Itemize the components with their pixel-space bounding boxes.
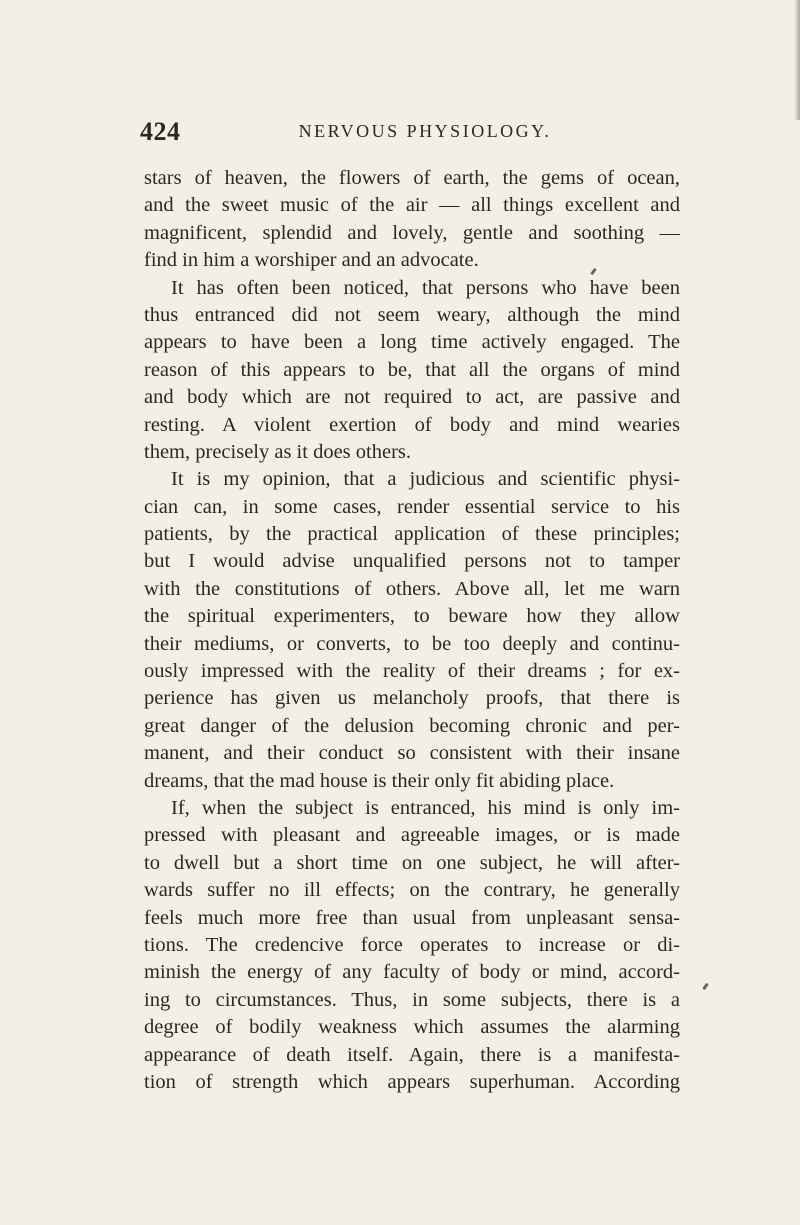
text-line: them, precisely as it does others. bbox=[144, 440, 412, 463]
text-line: manent, and their conduct so consistent with their insane bbox=[144, 742, 680, 765]
text-line: It is my opinion, that a judicious and scientific physi- bbox=[171, 468, 680, 491]
text-line: minish the energy of any faculty of body or mind, accord- bbox=[144, 961, 680, 984]
text-line: resting. A violent exertion of body and mind wearies bbox=[144, 413, 680, 436]
text-line: degree of bodily weakness which assumes the alarming bbox=[144, 1016, 680, 1039]
text-line: patients, by the practical application of these principles; bbox=[144, 523, 680, 546]
text-line: but I would advise unqualified persons not to tamper bbox=[144, 550, 680, 573]
text-line: great danger of the delusion becoming chronic and per- bbox=[144, 714, 680, 737]
text-line: find in him a worshiper and an advocate. bbox=[144, 249, 479, 272]
text-line: dreams, that the mad house is their only fit abiding place. bbox=[144, 769, 615, 792]
text-line: wards suffer no ill effects; on the contrary, he generally bbox=[144, 879, 680, 902]
text-line: with the constitutions of others. Above all, let me warn bbox=[144, 577, 680, 600]
paper-speck bbox=[702, 983, 708, 990]
text-line: feels much more free than usual from unpleasant sensa- bbox=[144, 906, 680, 929]
text-line: thus entranced did not seem weary, although the mind bbox=[144, 303, 680, 326]
text-line: ing to circumstances. Thus, in some subjects, there is a bbox=[144, 988, 680, 1011]
page-edge-shadow bbox=[794, 0, 800, 120]
page-number: 424 bbox=[140, 117, 181, 146]
running-head: NERVOUS PHYSIOLOGY. bbox=[298, 121, 552, 141]
text-line: perience has given us melancholy proofs, that there is bbox=[144, 687, 680, 710]
text-line: magnificent, splendid and lovely, gentle and soothing — bbox=[144, 221, 680, 244]
text-line: reason of this appears to be, that all the organs of mind bbox=[144, 358, 680, 381]
text-line: the spiritual experimenters, to beware how they allow bbox=[144, 605, 680, 628]
text-line: their mediums, or converts, to be too deeply and continu- bbox=[144, 632, 680, 655]
text-line: to dwell but a short time on one subject, he will after- bbox=[144, 851, 680, 874]
text-line: It has often been noticed, that persons who have been bbox=[171, 276, 680, 299]
body-text bbox=[144, 165, 680, 1096]
text-line: If, when the subject is entranced, his mind is only im- bbox=[171, 796, 680, 819]
text-line: and body which are not required to act, are passive and bbox=[144, 386, 680, 409]
text-line: and the sweet music of the air — all things excellent and bbox=[144, 194, 680, 217]
text-line: appears to have been a long time actively engaged. The bbox=[144, 331, 680, 354]
text-line: cian can, in some cases, render essential service to his bbox=[144, 495, 680, 518]
text-line: tions. The credencive force operates to increase or di- bbox=[144, 933, 680, 956]
text-line: stars of heaven, the flowers of earth, the gems of ocean, bbox=[144, 167, 680, 189]
text-line: tion of strength which appears superhuman. According bbox=[144, 1070, 680, 1093]
text-line: ously impressed with the reality of their dreams ; for ex- bbox=[144, 660, 680, 683]
text-line: appearance of death itself. Again, there is a manifesta- bbox=[144, 1043, 680, 1066]
text-line: pressed with pleasant and agreeable images, or is made bbox=[144, 824, 680, 847]
page-header bbox=[140, 117, 680, 147]
